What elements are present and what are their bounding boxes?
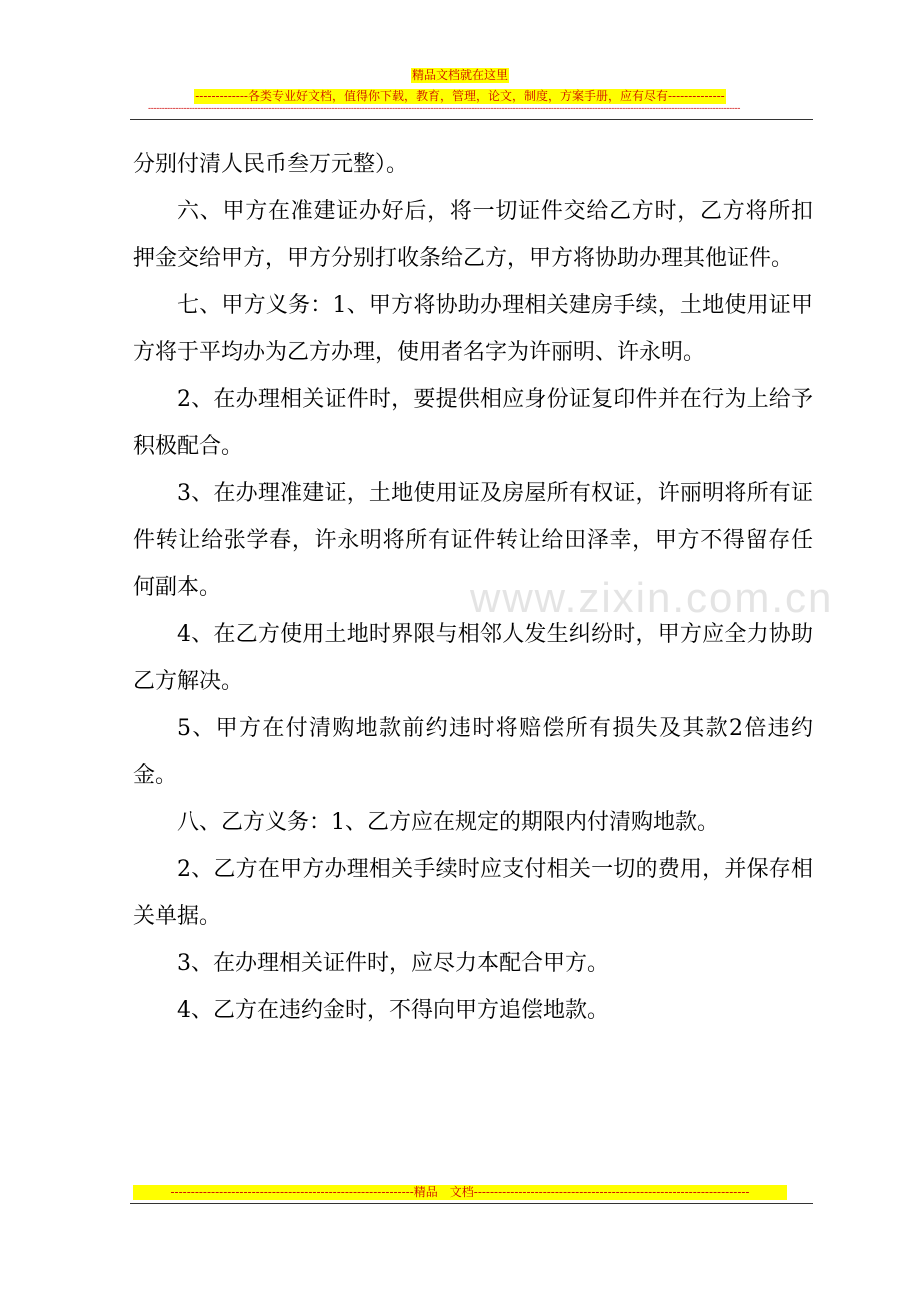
header-dash-line: ------------------------------------------------------------------------------------------------------------------------------------------------------------------------------------------------------------------------ bbox=[148, 104, 741, 114]
paragraph: 4、乙方在违约金时，不得向甲方追偿地款。 bbox=[177, 998, 609, 1023]
document-body bbox=[133, 141, 813, 1034]
paragraph: 4、在乙方使用土地时界限与相邻人发生纠纷时，甲方应全力协助乙方解决。 bbox=[133, 622, 813, 694]
header-tagline: -------------各类专业好文档，值得你下载，教育，管理，论文，制度，方案手册，应有尽有-------------- bbox=[195, 89, 725, 103]
paragraph: 5、甲方在付清购地款前约违时将赔偿所有损失及其款2倍违约金。 bbox=[133, 716, 813, 788]
header-rule bbox=[130, 119, 813, 120]
paragraph: 3、在办理相关证件时，应尽力本配合甲方。 bbox=[177, 951, 609, 976]
paragraph: 2、乙方在甲方办理相关手续时应支付相关一切的费用，并保存相关单据。 bbox=[133, 857, 813, 929]
footer-text: ------------------------------------------------------------精品 文档-------------------------------------------------------------------- bbox=[133, 1185, 787, 1200]
header-title: 精品文档就在这里 bbox=[411, 68, 508, 82]
paragraph: 3、在办理准建证，土地使用证及房屋所有权证，许丽明将所有证件转让给张学春，许永明将所有证件转让给田泽幸，甲方不得留存任何副本。 bbox=[133, 481, 813, 600]
footer-rule bbox=[130, 1203, 813, 1204]
page-header bbox=[0, 64, 920, 104]
paragraph: 2、在办理相关证件时，要提供相应身份证复印件并在行为上给予积极配合。 bbox=[133, 387, 813, 459]
paragraph: 六、甲方在准建证办好后，将一切证件交给乙方时，乙方将所扣押金交给甲方，甲方分别打收条给乙方，甲方将协助办理其他证件。 bbox=[133, 199, 813, 271]
paragraph: 八、乙方义务：1、乙方应在规定的期限内付清购地款。 bbox=[177, 810, 719, 835]
watermark: www.zixin.com.cn bbox=[470, 574, 834, 621]
paragraph: 七、甲方义务：1、甲方将协助办理相关建房手续，土地使用证甲方将于平均办为乙方办理，使用者名字为许丽明、许永明。 bbox=[133, 293, 813, 365]
paragraph: 分别付清人民币叁万元整）。 bbox=[133, 152, 409, 177]
page-footer bbox=[0, 1185, 920, 1204]
